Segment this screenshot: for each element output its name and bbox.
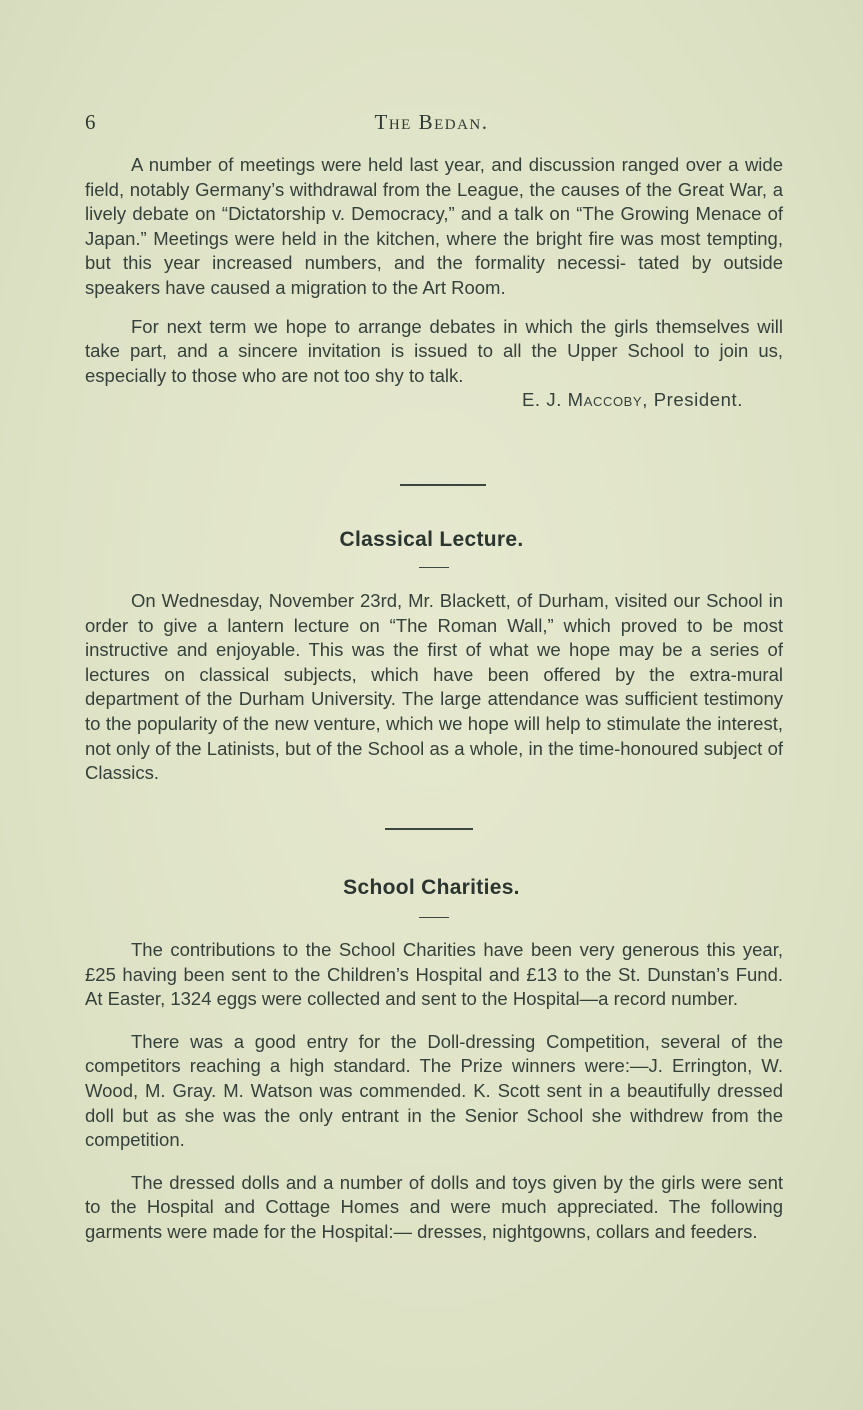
running-title: The Bedan. bbox=[374, 110, 489, 134]
page-number: 6 bbox=[85, 110, 96, 134]
classical-section bbox=[85, 589, 783, 786]
paragraph: There was a good entry for the Doll-dressing Competition, several of the competitors reaching a high standard. The Prize winners were:—J. Errington, W. Wood, M. Gray. M. Watson was commended. K. Scott sent in a beautifully dressed doll but as she was the only entrant in the Senior School she withdrew from the competition. bbox=[85, 1030, 783, 1151]
signature-role: President. bbox=[653, 389, 743, 411]
paragraph: The contributions to the School Charities have been very generous this year, £25 having been sent to the Children’s Hospital and £13 to the St. Dunstan’s Fund. At Easter, 1324 eggs were collected and sent to the Hospital—a record number. bbox=[85, 939, 783, 1010]
section-heading: School Charities. bbox=[343, 876, 520, 899]
paragraph: For next term we hope to arrange debates in which the girls themselves will take part, and a sincere invitation is issued to all the Upper School to join us, especially to those who are not too shy to talk. bbox=[85, 315, 783, 386]
section-heading: Classical Lecture. bbox=[339, 528, 524, 551]
debating-section bbox=[85, 153, 783, 413]
heading-rule bbox=[419, 917, 449, 918]
page-header bbox=[85, 110, 778, 140]
paragraph: On Wednesday, November 23rd, Mr. Blackett, of Durham, visited our School in order to give a lantern lecture on “The Roman Wall,” which proved to be most instructive and enjoyable. This was the first of what we hope may be a series of lectures on classical subjects, which have been offered by the extra-mural department of the Durham University. The large attendance was sufficient testimony to the popularity of the new venture, which we hope will help to stimulate the interest, not only of the Latinists, but of the School as a whole, in the time-honoured subject of Classics. bbox=[85, 590, 783, 784]
heading-rule bbox=[419, 567, 449, 568]
section-divider bbox=[385, 828, 473, 830]
paragraph: The dressed dolls and a number of dolls and toys given by the girls were sent to the Hospital and Cottage Homes and were much appreciated. The following garments were made for the Hospital:— dresses, nightgowns, collars and feeders. bbox=[85, 1171, 783, 1242]
paragraph: A number of meetings were held last year, and discussion ranged over a wide field, notably Germany’s withdrawal from the League, the causes of the Great War, a lively debate on “Dictatorship v. Democracy,” and a talk on “The Growing Menace of Japan.” Meetings were held in the kitchen, where the bright fire was most tempting, but this year increased numbers, and the formality necessi- tated by outside speakers have caused a migration to the Art Room. bbox=[85, 154, 783, 298]
signature-name: E. J. Maccoby, bbox=[521, 389, 648, 411]
signature bbox=[85, 388, 783, 413]
section-divider bbox=[400, 484, 486, 486]
charities-section bbox=[85, 938, 783, 1245]
